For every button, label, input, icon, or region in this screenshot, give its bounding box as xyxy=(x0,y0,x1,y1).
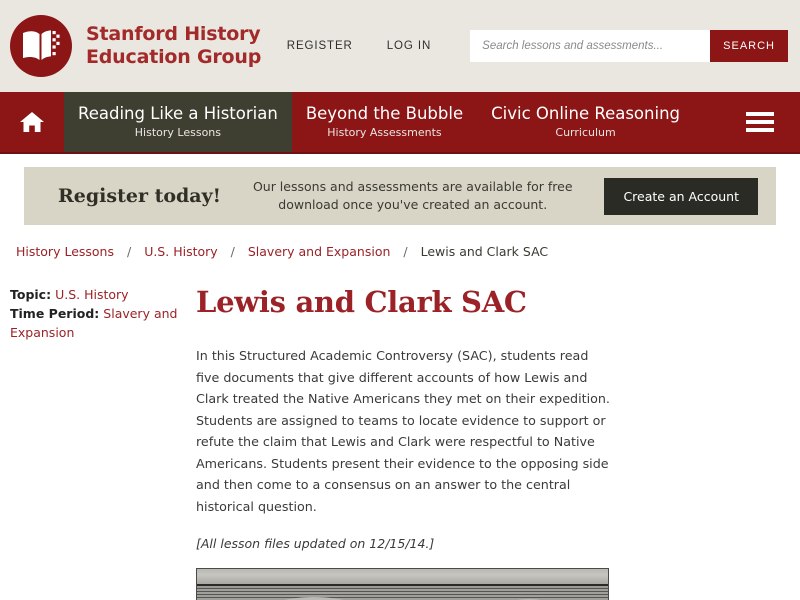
lesson-metadata-sidebar xyxy=(0,285,196,600)
topic-value[interactable]: U.S. History xyxy=(55,287,129,302)
lesson-main-column xyxy=(196,285,800,600)
page-title: Lewis and Clark SAC xyxy=(196,285,527,319)
hamburger-bar xyxy=(746,112,774,116)
breadcrumb-separator: / xyxy=(126,244,132,259)
lesson-update-note: [All lesson files updated on 12/15/14.] xyxy=(196,536,435,551)
time-period-value[interactable]: Slavery and Expansion xyxy=(10,306,178,340)
breadcrumb-item-slavery-and-expansion[interactable]: Slavery and Expansion xyxy=(247,244,391,259)
search-form xyxy=(470,30,788,62)
breadcrumb-separator: / xyxy=(230,244,235,259)
home-icon[interactable] xyxy=(0,92,64,152)
time-period-label: Time Period: xyxy=(10,306,100,321)
register-banner xyxy=(24,167,776,225)
search-button[interactable]: SEARCH xyxy=(710,30,788,62)
register-banner-wrapper xyxy=(0,154,800,225)
register-link[interactable]: REGISTER xyxy=(286,40,353,52)
engraving-hatching xyxy=(197,588,608,600)
nav-item-title: Beyond the Bubble xyxy=(305,103,464,123)
time-period-row xyxy=(10,304,196,342)
breadcrumb-item-us-history[interactable]: U.S. History xyxy=(144,244,218,259)
hamburger-bar xyxy=(746,120,774,124)
nav-item-civic-online-reasoning[interactable] xyxy=(477,92,694,152)
breadcrumb-separator: / xyxy=(403,244,408,259)
nav-item-subtitle: History Lessons xyxy=(134,125,222,139)
breadcrumb-item-history-lessons[interactable]: History Lessons xyxy=(16,244,114,259)
create-an-account-button[interactable]: Create an Account xyxy=(604,178,758,215)
login-link[interactable]: LOG IN xyxy=(386,40,432,52)
hamburger-bar xyxy=(746,128,774,132)
search-input[interactable] xyxy=(470,30,710,62)
site-logo[interactable] xyxy=(10,15,261,77)
engraving-sky xyxy=(197,569,608,586)
topic-row xyxy=(10,285,196,304)
register-banner-title: Register today! xyxy=(58,185,221,207)
nav-item-title: Civic Online Reasoning xyxy=(491,103,680,123)
open-book-icon xyxy=(10,15,72,77)
breadcrumb-item-current: Lewis and Clark SAC xyxy=(420,244,549,259)
topic-label: Topic: xyxy=(10,287,52,302)
register-banner-text: Our lessons and assessments are available for free download once you've created an account. xyxy=(252,179,573,212)
nav-item-title: Reading Like a Historian xyxy=(78,103,278,123)
nav-item-reading-like-a-historian[interactable] xyxy=(64,92,292,152)
lesson-engraving-image xyxy=(196,568,609,600)
brand-name: Stanford History Education Group xyxy=(86,23,262,68)
hamburger-menu-icon[interactable] xyxy=(746,92,774,152)
site-header xyxy=(0,0,800,92)
main-navigation xyxy=(0,92,800,154)
lesson-description: In this Structured Academic Controversy (SAC), students read five documents that give different accounts of how Lewis and Clark treated the Native Americans they met on their expedition. Students are assigned to teams to locate evidence to support or refute the claim that Lewis and Clark were respectful to Native Americans. Students present their evidence to the opposing side and then come to a consensus on an answer to the central historical question. xyxy=(196,348,610,514)
nav-item-subtitle: History Assessments xyxy=(327,125,442,139)
header-utility-area xyxy=(270,0,788,92)
nav-item-beyond-the-bubble[interactable] xyxy=(292,92,477,152)
nav-item-subtitle: Curriculum xyxy=(555,125,616,139)
page-content xyxy=(0,259,800,600)
breadcrumb xyxy=(0,225,800,259)
